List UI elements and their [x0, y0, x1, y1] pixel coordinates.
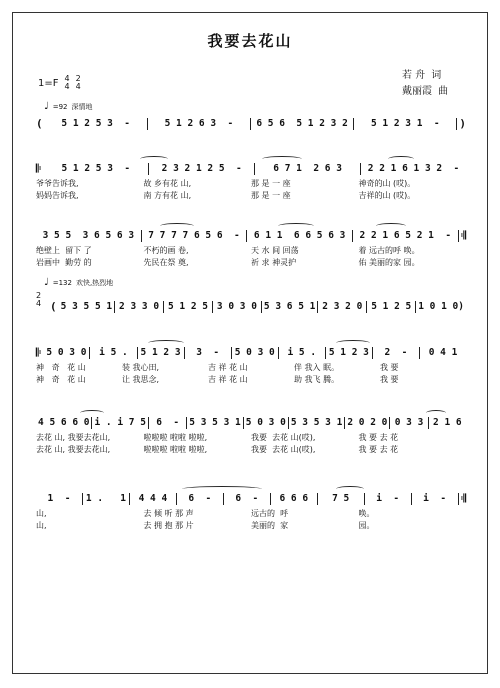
lyric-line: 去花 山, 我要去花山, 啦啦啦 啦啦 啦啦, 我要 去花 山(哎), 我 要 去 花 [36, 433, 399, 442]
lyric-line: 山, 去 拥 抱 那 片 美丽的 家 园。 [36, 521, 375, 530]
measure: 4 4 4 [130, 493, 177, 505]
lyric-line: 去花 山, 我要去花山, 啦啦啦 啦啦 啦啦, 我要 去花 山(哎), 我 要 去 花 [36, 445, 399, 454]
slur [160, 223, 194, 229]
notation-line-4: ( 5 3 5 5 1 2 3 3 0 5 1 2 5 3 0 3 0 5 3 6 5 1 2 3 2 0 5 1 2 5 1 0 1 0) [50, 300, 464, 313]
slur [388, 156, 414, 162]
slur [336, 340, 370, 346]
measure: 5 1 2 5 3 - [45, 118, 148, 130]
measure: 7 5 [318, 493, 365, 505]
measure: 2 2 1 6 5 2 1 - [353, 230, 459, 242]
measure: 2 3 2 0 [318, 301, 367, 313]
meter-1: 4 4 [64, 74, 70, 91]
measure: 2 0 2 0 [345, 417, 390, 429]
measure: i - [365, 493, 412, 505]
measure: 6 - [224, 493, 271, 505]
measure: 5 3 5 3 1 [289, 417, 345, 429]
slur [336, 486, 364, 492]
meter-change: 2 4 [36, 291, 42, 308]
measure: 5 3 6 5 1 [262, 301, 318, 313]
notation-line-3: 3 5 5 3 6 5 6 3 7 7 7 7 6 5 6 - 6 1 1 6 6 5 6 3 2 2 1 6 5 2 1 - 𝄇 [36, 230, 466, 242]
lyric-line: 妈妈告诉我, 南 方有花 山, 那 是 一 座 吉祥的山 (哎)。 [36, 191, 416, 200]
lyric-line: 岩画中 勤劳 的 先民在祭 奠, 祈 求 神灵护 佑 美丽的家 园。 [36, 258, 420, 267]
lyric-line: 神 奇 花 山 让 我思念, 吉 祥 花 山 助 我飞 腾。 我 要 [36, 375, 399, 384]
notation-line-2: 𝄆 5 1 2 5 3 - 2 3 2 1 2 5 - 6 7 1 2 6 3 2 2 1 6 1 3 2 - [36, 163, 466, 175]
measure: 5 3 5 3 1 [187, 417, 243, 429]
lyric-line: 爷爷告诉我, 故 乡有花 山, 那 是 一 座 神奇的山 (哎)。 [36, 179, 416, 188]
slur [140, 156, 168, 162]
measure: 5 1 2 5 [367, 301, 416, 313]
measure: 1 - [36, 493, 83, 505]
measure: 2 2 1 6 1 3 2 - [367, 163, 460, 174]
measure: i - [412, 493, 459, 505]
notation-line-7: 1 - 1 . 1 4 4 4 6 - 6 - 6 6 6 7 5 i - i - 𝄇 [36, 493, 466, 505]
measure: 6 - [177, 493, 224, 505]
measure: 5 3 5 5 1 [59, 301, 115, 313]
measure: 2 3 2 1 2 5 - [149, 163, 255, 175]
slur [278, 223, 314, 229]
measure: 5 0 3 0 [232, 347, 279, 359]
measure: 5 0 3 0 [43, 347, 90, 359]
key-signature [38, 75, 81, 91]
measure: 6 5 6 5 1 2 3 2 [251, 118, 354, 130]
measure: 2 - [373, 347, 420, 359]
measure: 7 7 7 7 6 5 6 - [142, 230, 248, 242]
measure: 3 - [185, 347, 232, 359]
slur [426, 410, 446, 416]
measure: i . i 7 5 [92, 417, 148, 429]
lyric-line: 山, 去 倾 听 那 声 远古的 呼 唤。 [36, 509, 375, 518]
song-title: 我要去花山 [207, 32, 293, 50]
measure: 2 3 3 0 [115, 301, 164, 313]
credit-composer: 戴丽霞 曲 [402, 86, 448, 97]
measure: i 5 . [279, 347, 326, 359]
slur [80, 410, 104, 416]
credits [402, 68, 448, 100]
measure: 3 5 5 3 6 5 6 3 [36, 230, 142, 242]
measure: 3 0 3 0 [213, 301, 262, 313]
measure: 1 0 1 0) [418, 301, 464, 312]
measure: 5 0 3 0 [244, 417, 289, 429]
measure: i 5 . [90, 347, 137, 359]
slur [148, 340, 184, 346]
slur [376, 223, 406, 229]
measure: 4 5 6 6 0 [36, 417, 92, 429]
tempo-marking-2: ♩ =132 欢快,热烈地 [44, 277, 114, 288]
measure: 5 1 2 3 1 - [354, 118, 457, 130]
measure: 0 3 3 [390, 417, 428, 429]
credit-lyricist: 若 舟 词 [402, 70, 442, 81]
key-label: 1=F [38, 77, 59, 89]
quarter-note-icon: ♩ [44, 101, 49, 112]
measure: 6 1 1 6 6 5 6 3 [247, 230, 353, 242]
slur [262, 156, 302, 162]
lyric-line: 神 奇 花 山 装 我心田, 吉 祥 花 山 伴 我入 眠。 我 要 [36, 363, 399, 372]
measure: 5 1 2 3 [138, 347, 185, 359]
notation-line-5: 𝄆 5 0 3 0 i 5 . 5 1 2 3 3 - 5 0 3 0 i 5 . 5 1 2 3 2 - 0 4 1 [36, 347, 466, 359]
meter-2: 2 4 [75, 74, 81, 91]
notation-line-1: ( 5 1 2 5 3 - 5 1 2 6 3 - 6 5 6 5 1 2 3 2 5 1 2 3 1 - ) [36, 117, 466, 130]
measure: 6 7 1 2 6 3 [255, 163, 361, 175]
lyric-line: 绝壁上 留下 了 不朽的画 卷, 天 水 间 回荡 着 远古的呼 唤。 [36, 246, 420, 255]
tempo-marking-1: ♩ =92 深情地 [44, 101, 93, 112]
measure: 5 1 2 6 3 - [148, 118, 251, 130]
measure: 6 6 6 [271, 493, 318, 505]
measure: 0 4 1 [428, 347, 458, 358]
slur [182, 486, 262, 492]
measure: 5 1 2 3 [326, 347, 373, 359]
measure: 6 - [149, 417, 187, 429]
measure: 5 1 2 5 [164, 301, 213, 313]
notation-line-6 [36, 417, 466, 429]
measure: 2 1 6 [433, 417, 462, 428]
measure: 5 1 2 5 3 - [43, 163, 149, 175]
quarter-note-icon: ♩ [44, 277, 49, 288]
measure: 1 . 1 [83, 493, 130, 505]
